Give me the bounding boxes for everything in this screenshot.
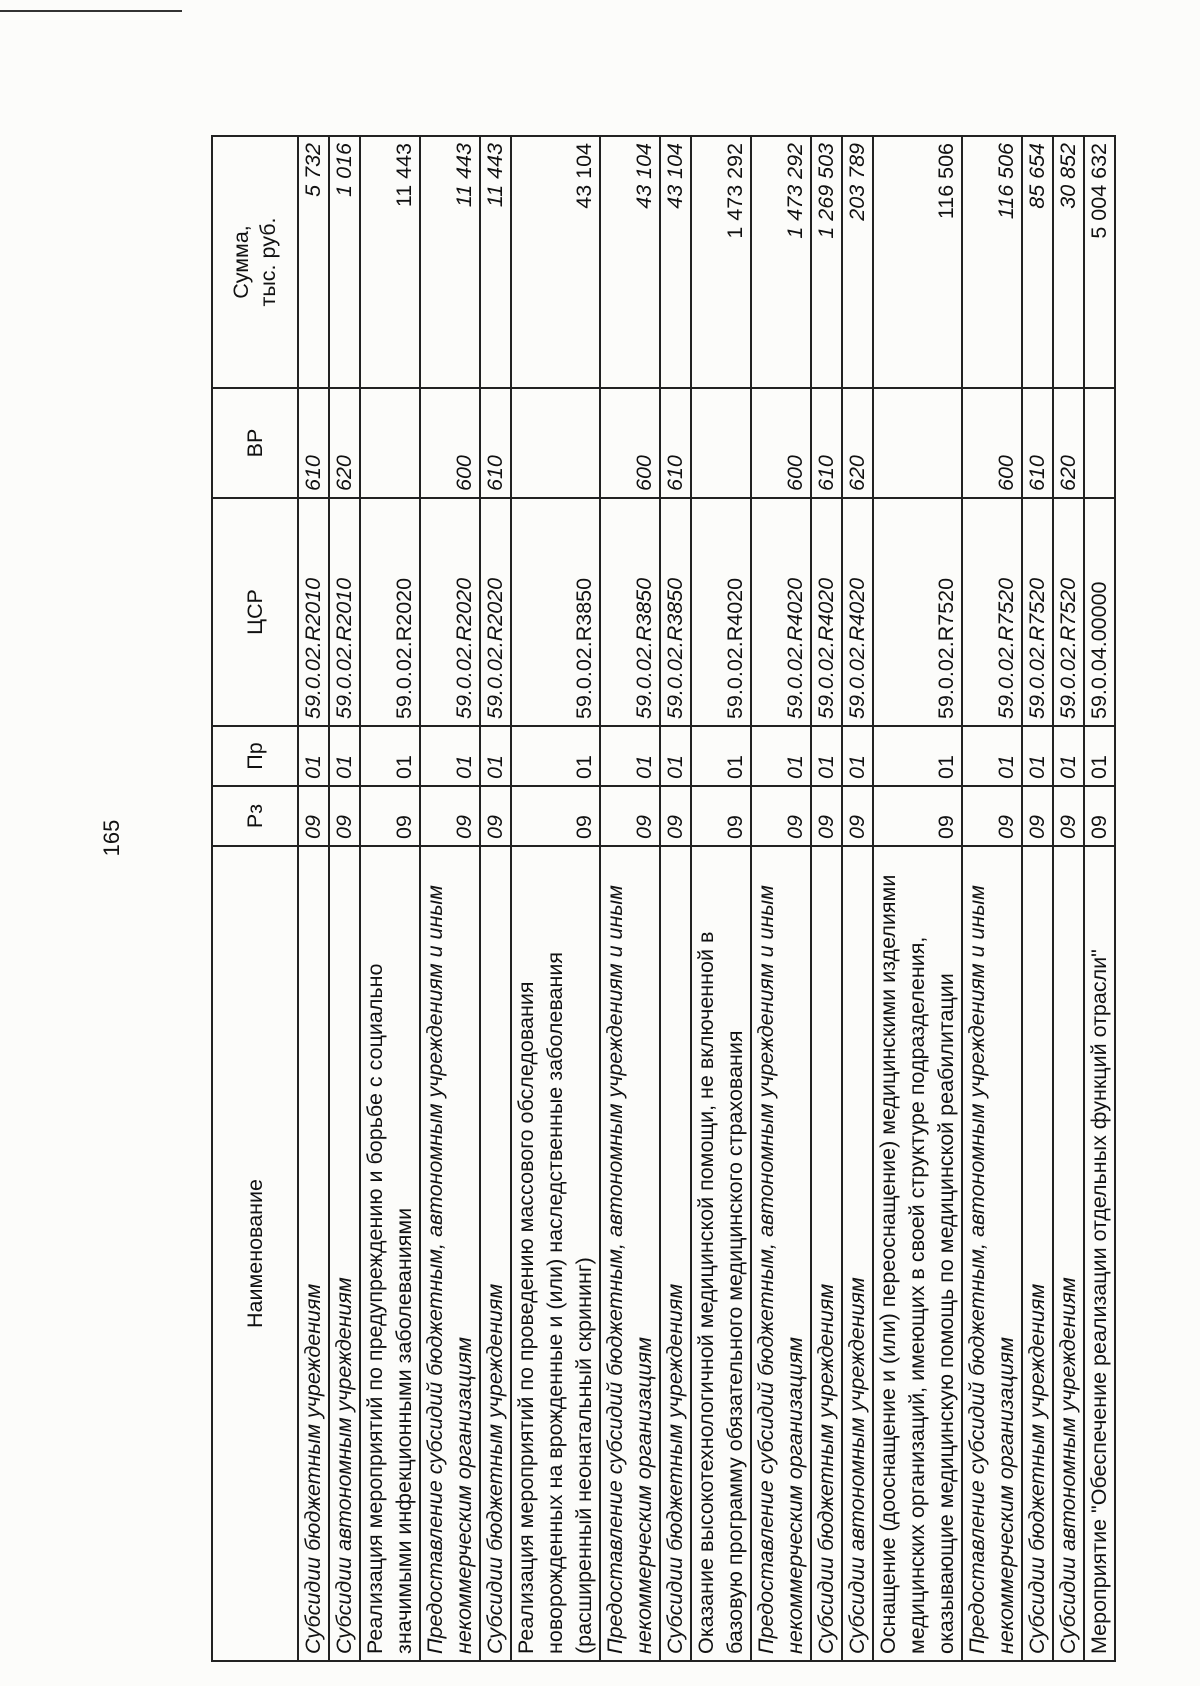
cell-pr: 01: [873, 726, 962, 786]
cell-csr: 59.0.02.R7520: [962, 498, 1022, 726]
cell-vr: [873, 388, 962, 498]
cell-vr: 620: [1053, 388, 1084, 498]
cell-name: Субсидии бюджетным учреждениям: [298, 846, 329, 1661]
header-csr: ЦСР: [212, 498, 298, 726]
cell-csr: 59.0.02.R7520: [1053, 498, 1084, 726]
cell-pr: 01: [811, 726, 842, 786]
cell-name: Оказание высокотехнологичной медицинской помощи, не включенной в базовую программу обязательного медицинского страхования: [691, 846, 751, 1661]
cell-pr: 01: [962, 726, 1022, 786]
cell-rz: 09: [480, 786, 511, 846]
table-row: [600, 136, 660, 1661]
cell-pr: 01: [842, 726, 873, 786]
table-row: [691, 136, 751, 1661]
cell-csr: 59.0.02.R4020: [691, 498, 751, 726]
table-row: [511, 136, 600, 1661]
cell-csr: 59.0.02.R7520: [873, 498, 962, 726]
table-row: [811, 136, 842, 1661]
cell-vr: 600: [600, 388, 660, 498]
cell-name: Предоставление субсидий бюджетным, автономным учреждениям и иным некоммерческим организациям: [962, 846, 1022, 1661]
cell-rz: 09: [842, 786, 873, 846]
cell-rz: 09: [962, 786, 1022, 846]
cell-pr: 01: [298, 726, 329, 786]
cell-vr: 620: [842, 388, 873, 498]
table-row: [873, 136, 962, 1661]
cell-csr: 59.0.02.R2020: [480, 498, 511, 726]
cell-name: Оснащение (дооснащение и (или) переоснащение) медицинскими изделиями медицинских организаций, имеющих в своей структуре подразделения, оказывающие медицинскую помощь по медицинской реабилитации: [873, 846, 962, 1661]
cell-name: Предоставление субсидий бюджетным, автономным учреждениям и иным некоммерческим организациям: [420, 846, 480, 1661]
cell-name: Реализация мероприятий по предупреждению и борьбе с социально значимыми инфекционными заболеваниями: [360, 846, 420, 1661]
cell-rz: 09: [360, 786, 420, 846]
cell-sum: 1 473 292: [691, 136, 751, 388]
cell-sum: 11 443: [480, 136, 511, 388]
cell-vr: 610: [660, 388, 691, 498]
cell-sum: 11 443: [420, 136, 480, 388]
cell-sum: 1 269 503: [811, 136, 842, 388]
cell-vr: 600: [420, 388, 480, 498]
cell-vr: [1084, 388, 1115, 498]
cell-name: Субсидии бюджетным учреждениям: [480, 846, 511, 1661]
cell-name: Предоставление субсидий бюджетным, автономным учреждениям и иным некоммерческим организациям: [751, 846, 811, 1661]
cell-pr: 01: [1022, 726, 1053, 786]
cell-pr: 01: [360, 726, 420, 786]
cell-pr: 01: [480, 726, 511, 786]
cell-sum: 203 789: [842, 136, 873, 388]
cell-name: Субсидии автономным учреждениям: [842, 846, 873, 1661]
cell-sum: 1 016: [329, 136, 360, 388]
table-row: [1084, 136, 1115, 1661]
cell-vr: 610: [811, 388, 842, 498]
top-rule: [0, 10, 182, 12]
cell-pr: 01: [691, 726, 751, 786]
cell-rz: 09: [811, 786, 842, 846]
cell-rz: 09: [691, 786, 751, 846]
table-body: [298, 136, 1115, 1661]
cell-rz: 09: [298, 786, 329, 846]
cell-sum: 1 473 292: [751, 136, 811, 388]
cell-csr: 59.0.02.R2010: [298, 498, 329, 726]
cell-name: Субсидии бюджетным учреждениям: [811, 846, 842, 1661]
table-row: [962, 136, 1022, 1661]
cell-rz: 09: [511, 786, 600, 846]
cell-rz: 09: [329, 786, 360, 846]
cell-vr: 600: [962, 388, 1022, 498]
cell-pr: 01: [420, 726, 480, 786]
cell-name: Мероприятие "Обеспечение реализации отдельных функций отрасли": [1084, 846, 1115, 1661]
header-name: Наименование: [212, 846, 298, 1661]
cell-sum: 116 506: [873, 136, 962, 388]
cell-csr: 59.0.02.R2020: [420, 498, 480, 726]
cell-sum: 5 732: [298, 136, 329, 388]
cell-vr: 610: [480, 388, 511, 498]
table-row: [751, 136, 811, 1661]
cell-csr: 59.0.04.00000: [1084, 498, 1115, 726]
cell-name: Субсидии бюджетным учреждениям: [660, 846, 691, 1661]
cell-pr: 01: [1053, 726, 1084, 786]
table-row: [329, 136, 360, 1661]
table-row: [660, 136, 691, 1661]
cell-csr: 59.0.02.R7520: [1022, 498, 1053, 726]
cell-sum: 30 852: [1053, 136, 1084, 388]
header-sum-line2: тыс. руб.: [256, 217, 280, 307]
cell-pr: 01: [1084, 726, 1115, 786]
cell-pr: 01: [660, 726, 691, 786]
header-sum: [212, 136, 298, 388]
table-row: [420, 136, 480, 1661]
header-sum-line1: Сумма,: [229, 225, 253, 299]
cell-csr: 59.0.02.R3850: [660, 498, 691, 726]
cell-sum: 116 506: [962, 136, 1022, 388]
cell-rz: 09: [1084, 786, 1115, 846]
cell-sum: 43 104: [600, 136, 660, 388]
cell-rz: 09: [420, 786, 480, 846]
rotated-table-wrapper: [211, 137, 1111, 1662]
cell-sum: 43 104: [660, 136, 691, 388]
cell-vr: [691, 388, 751, 498]
cell-vr: 610: [298, 388, 329, 498]
cell-vr: 600: [751, 388, 811, 498]
cell-sum: 5 004 632: [1084, 136, 1115, 388]
cell-name: Предоставление субсидий бюджетным, автономным учреждениям и иным некоммерческим организациям: [600, 846, 660, 1661]
cell-csr: 59.0.02.R3850: [511, 498, 600, 726]
cell-rz: 09: [660, 786, 691, 846]
cell-csr: 59.0.02.R4020: [811, 498, 842, 726]
cell-rz: 09: [1022, 786, 1053, 846]
cell-csr: 59.0.02.R3850: [600, 498, 660, 726]
cell-csr: 59.0.02.R2010: [329, 498, 360, 726]
header-vr: ВР: [212, 388, 298, 498]
cell-csr: 59.0.02.R4020: [842, 498, 873, 726]
budget-table: [211, 135, 1116, 1662]
cell-sum: 43 104: [511, 136, 600, 388]
cell-rz: 09: [600, 786, 660, 846]
cell-vr: 610: [1022, 388, 1053, 498]
header-pr: Пр: [212, 726, 298, 786]
cell-pr: 01: [751, 726, 811, 786]
cell-pr: 01: [511, 726, 600, 786]
header-rz: Рз: [212, 786, 298, 846]
cell-rz: 09: [873, 786, 962, 846]
cell-sum: 85 654: [1022, 136, 1053, 388]
cell-csr: 59.0.02.R4020: [751, 498, 811, 726]
cell-name: Субсидии бюджетным учреждениям: [1022, 846, 1053, 1661]
cell-sum: 11 443: [360, 136, 420, 388]
cell-rz: 09: [1053, 786, 1084, 846]
page-number: 165: [99, 819, 124, 857]
table-row: [1053, 136, 1084, 1661]
cell-vr: [360, 388, 420, 498]
table-row: [298, 136, 329, 1661]
cell-csr: 59.0.02.R2020: [360, 498, 420, 726]
table-row: [480, 136, 511, 1661]
cell-name: Реализация мероприятий по проведению массового обследования новорожденных на врожденные и (или) наследственные заболевания (расширенный неонатальный скрининг): [511, 846, 600, 1661]
cell-vr: [511, 388, 600, 498]
table-row: [1022, 136, 1053, 1661]
cell-name: Субсидии автономным учреждениям: [329, 846, 360, 1661]
cell-pr: 01: [600, 726, 660, 786]
table-row: [360, 136, 420, 1661]
cell-pr: 01: [329, 726, 360, 786]
cell-rz: 09: [751, 786, 811, 846]
cell-vr: 620: [329, 388, 360, 498]
cell-name: Субсидии автономным учреждениям: [1053, 846, 1084, 1661]
header-row: [212, 136, 298, 1661]
table-row: [842, 136, 873, 1661]
